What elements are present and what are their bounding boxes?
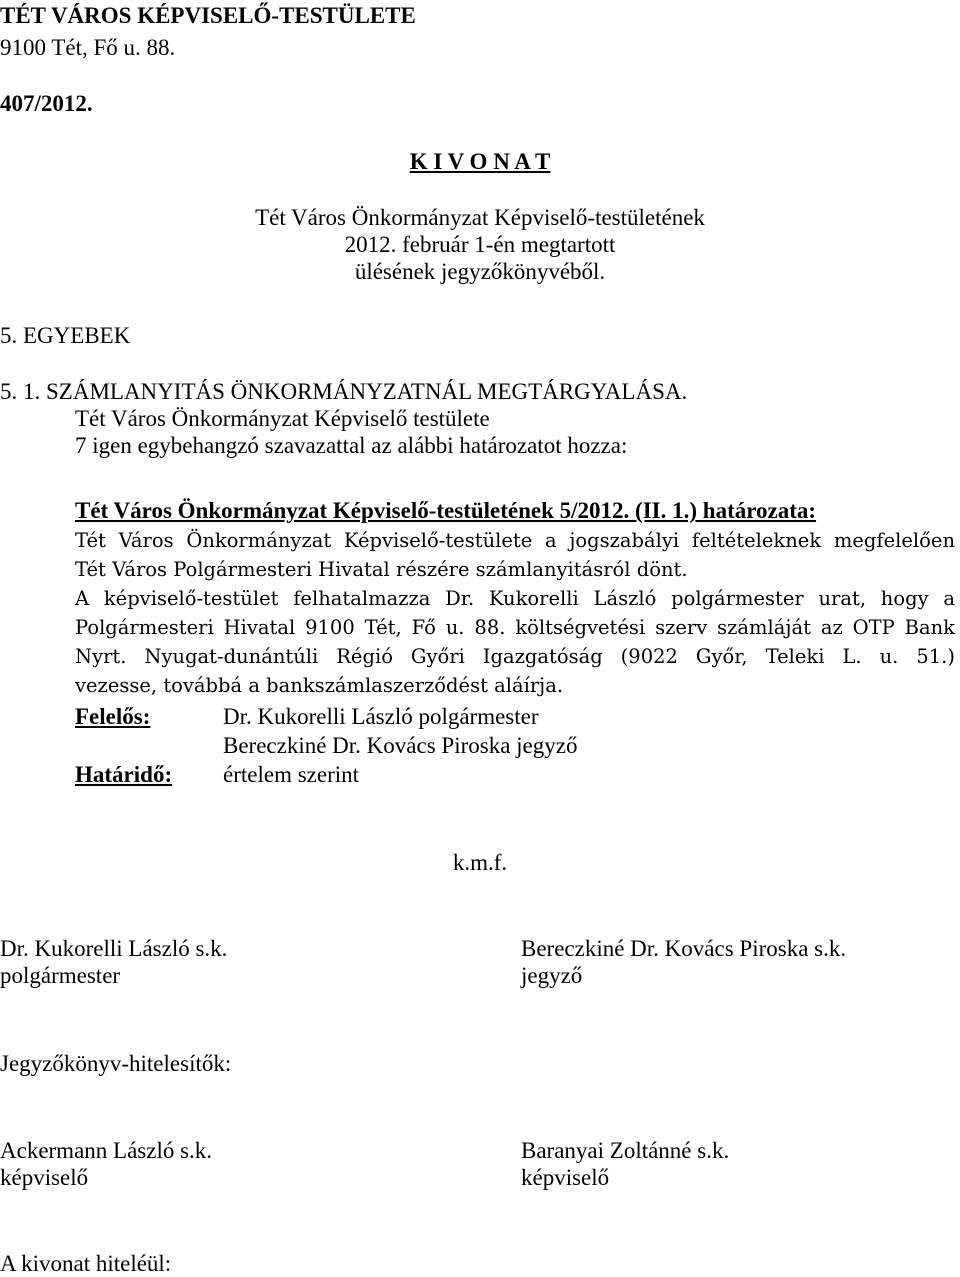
org-address: 9100 Tét, Fő u. 88. <box>0 35 176 60</box>
responsible-person-2: Bereczkiné Dr. Kovács Piroska jegyző <box>223 733 578 758</box>
authenticator-left-name: Ackermann László s.k. <box>0 1138 213 1163</box>
signer-left-name: Dr. Kukorelli László s.k. <box>0 936 228 961</box>
deadline-value: értelem szerint <box>223 762 360 787</box>
authenticator-right-name: Baranyai Zoltánné s.k. <box>521 1138 730 1163</box>
org-title: TÉT VÁROS KÉPVISELŐ-TESTÜLETE <box>0 3 416 28</box>
resolution-line-2: Tét Város Polgármesteri Hivatal részére számlanyitásról dönt. <box>75 558 688 581</box>
kivonat-line-2: 2012. február 1-én megtartott <box>344 232 616 257</box>
signer-left-role: polgármester <box>0 963 121 988</box>
authenticator-left-role: képviselő <box>0 1165 89 1190</box>
agenda-item: 5. 1. SZÁMLANYITÁS ÖNKORMÁNYZATNÁL MEGTÁRGYALÁSA. <box>0 379 688 404</box>
resolution-heading: Tét Város Önkormányzat Képviselő-testületének 5/2012. (II. 1.) határozata: <box>75 498 817 523</box>
signer-right-role: jegyző <box>521 963 583 988</box>
vote-line-2: 7 igen egybehangzó szavazattal az alábbi határozatot hozza: <box>75 433 628 458</box>
resolution-line-5: Nyrt. Nyugat-dunántúli Régió Győri Igazgatóság (9022 Győr, Teleki L. u. 51.) <box>75 645 955 668</box>
document-title: K I V O N A T <box>409 149 551 174</box>
responsible-label: Felelős: <box>75 704 151 729</box>
kmf-mark: k.m.f. <box>452 850 508 875</box>
signer-right-name: Bereczkiné Dr. Kovács Piroska s.k. <box>521 936 847 961</box>
kivonat-line-1: Tét Város Önkormányzat Képviselő-testületének <box>255 205 705 230</box>
agenda-section: 5. EGYEBEK <box>0 323 131 348</box>
authenticator-right-role: képviselő <box>521 1165 610 1190</box>
kivonat-line-3: ülésének jegyzőkönyvéből. <box>354 259 606 284</box>
resolution-line-6: vezesse, továbbá a bankszámlaszerződést aláírja. <box>75 674 564 697</box>
deadline-label: Határidő: <box>75 762 173 787</box>
reference-number: 407/2012. <box>0 91 93 116</box>
responsible-person-1: Dr. Kukorelli László polgármester <box>223 704 539 729</box>
vote-line-1: Tét Város Önkormányzat Képviselő testülete <box>75 406 490 431</box>
certified-label: A kivonat hiteléül: <box>0 1251 172 1276</box>
resolution-line-3: A képviselő-testület felhatalmazza Dr. Kukorelli László polgármester urat, hogy a <box>75 587 955 610</box>
resolution-line-1: Tét Város Önkormányzat Képviselő-testülete a jogszabályi feltételeknek megfelelően <box>75 529 955 552</box>
resolution-line-4: Polgármesteri Hivatal 9100 Tét, Fő u. 88. költségvetési szerv számláját az OTP Bank <box>75 616 955 639</box>
authenticators-label: Jegyzőkönyv-hitelesítők: <box>0 1051 232 1076</box>
